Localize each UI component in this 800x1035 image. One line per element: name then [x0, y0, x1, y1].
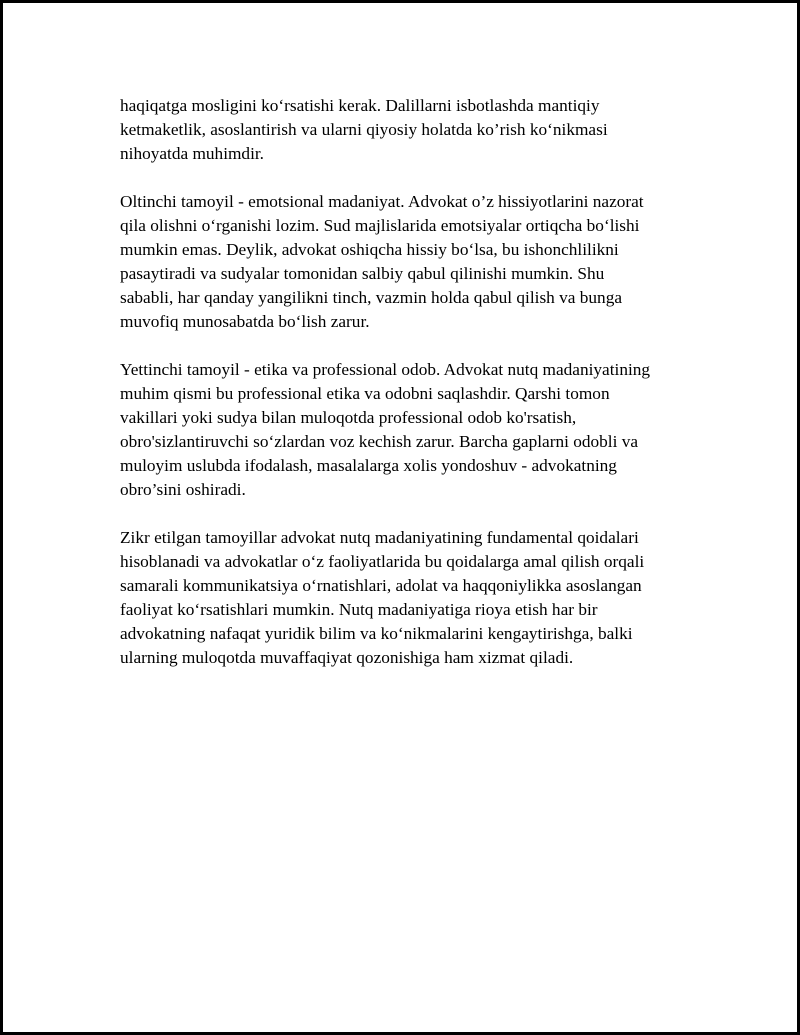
- text-line: ularning muloqotda muvaffaqiyat qozonishiga ham xizmat qiladi.: [120, 648, 574, 667]
- text-line: Yettinchi tamoyil - etika va professional odob. Advokat nutq madaniyatining: [120, 360, 651, 379]
- text-line: hisoblanadi va advokatlar o‘z faoliyatlarida bu qoidalarga amal qilish orqali: [120, 552, 645, 571]
- text-line: Zikr etilgan tamoyillar advokat nutq madaniyatining fundamental qoidalari: [120, 528, 639, 547]
- text-line: vakillari yoki sudya bilan muloqotda professional odob ko'rsatish,: [120, 408, 577, 427]
- text-line: mumkin emas. Deylik, advokat oshiqcha hissiy bo‘lsa, bu ishonchlilikni: [120, 240, 619, 259]
- text-line: qila olishni o‘rganishi lozim. Sud majlislarida emotsiyalar ortiqcha bo‘lishi: [120, 216, 640, 235]
- paragraph-1: [120, 94, 695, 166]
- text-line: muvofiq munosabatda bo‘lish zarur.: [120, 312, 370, 331]
- text-line: obro’sini oshiradi.: [120, 480, 246, 499]
- text-line: nihoyatda muhimdir.: [120, 144, 264, 163]
- paragraph-3: [120, 358, 695, 502]
- text-line: obro'sizlantiruvchi so‘zlardan voz kechish zarur. Barcha gaplarni odobli va: [120, 432, 639, 451]
- text-line: faoliyat ko‘rsatishlari mumkin. Nutq madaniyatiga rioya etish har bir: [120, 600, 598, 619]
- text-line: pasaytiradi va sudyalar tomonidan salbiy qabul qilinishi mumkin. Shu: [120, 264, 605, 283]
- text-line: sababli, har qanday yangilikni tinch, vazmin holda qabul qilish va bunga: [120, 288, 623, 307]
- text-line: ketmaketlik, asoslantirish va ularni qiyosiy holatda ko’rish ko‘nikmasi: [120, 120, 608, 139]
- document-body: [120, 94, 695, 694]
- paragraph-4: [120, 526, 695, 670]
- text-line: advokatning nafaqat yuridik bilim va ko‘nikmalarini kengaytirishga, balki: [120, 624, 633, 643]
- text-line: Oltinchi tamoyil - emotsional madaniyat. Advokat o’z hissiyotlarini nazorat: [120, 192, 644, 211]
- text-line: samarali kommunikatsiya o‘rnatishlari, adolat va haqqoniylikka asoslangan: [120, 576, 642, 595]
- text-line: muloyim uslubda ifodalash, masalalarga xolis yondoshuv - advokatning: [120, 456, 617, 475]
- text-line: muhim qismi bu professional etika va odobni saqlashdir. Qarshi tomon: [120, 384, 610, 403]
- text-line: haqiqatga mosligini ko‘rsatishi kerak. Dalillarni isbotlashda mantiqiy: [120, 96, 600, 115]
- paragraph-2: [120, 190, 695, 334]
